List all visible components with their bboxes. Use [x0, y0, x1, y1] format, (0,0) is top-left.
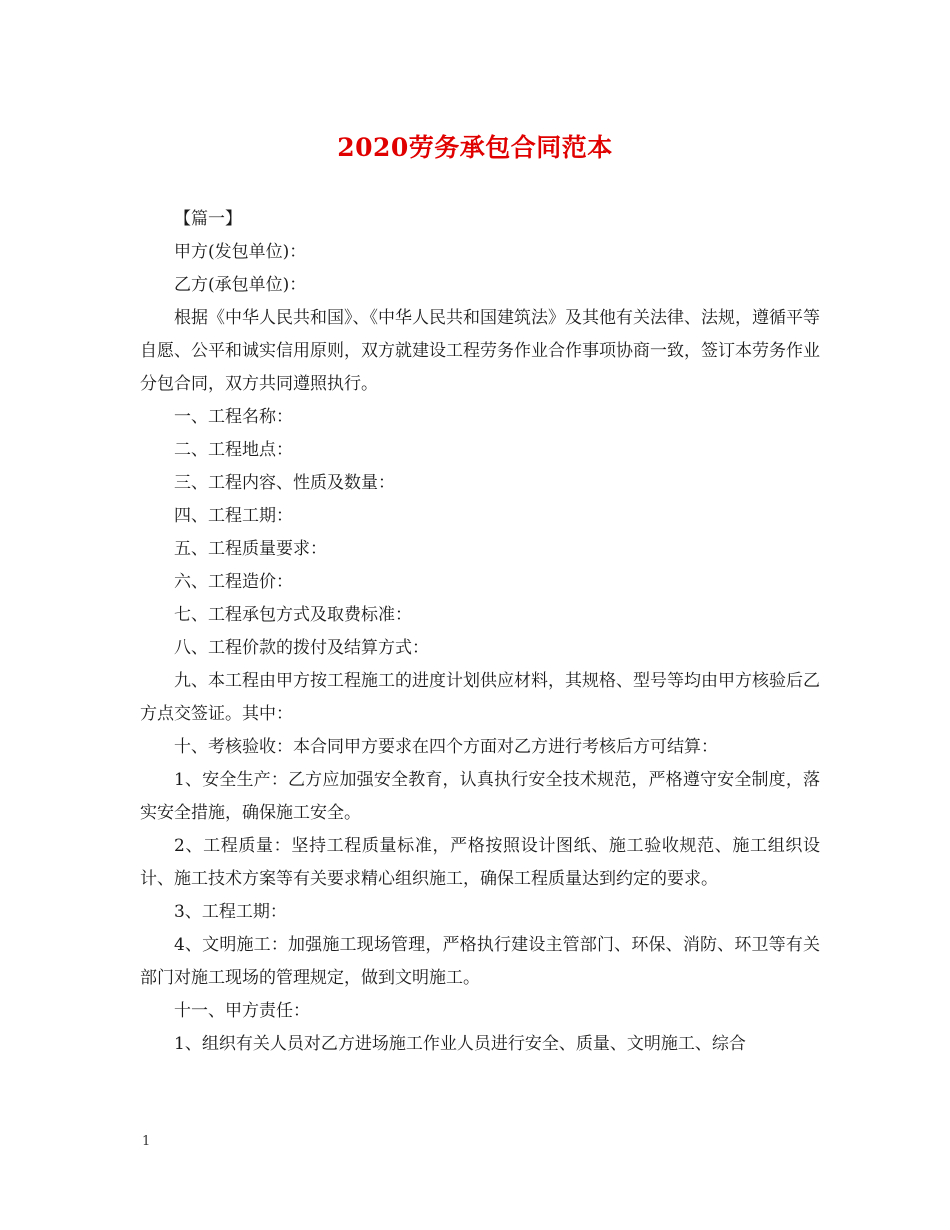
paragraph-acceptance: 十、考核验收：本合同甲方要求在四个方面对乙方进行考核后方可结算： — [174, 737, 718, 757]
paragraph-quality-requirement: 五、工程质量要求： — [174, 539, 327, 559]
document-body — [140, 203, 820, 1061]
paragraph-project-name: 一、工程名称： — [174, 407, 293, 427]
paragraph-project-cost: 六、工程造价： — [174, 572, 293, 592]
document-title: 2020劳务承包合同范本 — [337, 133, 613, 162]
page-number: 1 — [142, 1134, 151, 1149]
section-label: 【篇一】 — [174, 209, 242, 229]
paragraph-party-a-responsibility: 十一、甲方责任： — [174, 1001, 310, 1021]
paragraph-preamble: 根据《中华人民共和国》、《中华人民共和国建筑法》及其他有关法律、法规，遵循平等自愿、公平和诚实信用原则，双方就建设工程劳务作业合作事项协商一致，签订本劳务作业分包合同，双方共同遵照执行。 — [140, 308, 820, 394]
paragraph-project-location: 二、工程地点： — [174, 440, 293, 460]
paragraph-project-period: 四、工程工期： — [174, 506, 293, 526]
paragraph-quality: 2、工程质量：坚持工程质量标准，严格按照设计图纸、施工验收规范、施工组织设计、施工技术方案等有关要求精心组织施工，确保工程质量达到约定的要求。 — [140, 836, 820, 889]
paragraph-safety: 1、安全生产：乙方应加强安全教育，认真执行安全技术规范，严格遵守安全制度，落实安全措施，确保施工安全。 — [140, 770, 820, 823]
paragraph-party-a: 甲方(发包单位)： — [174, 242, 307, 262]
paragraph-contract-method: 七、工程承包方式及取费标准： — [174, 605, 412, 625]
paragraph-schedule: 3、工程工期： — [174, 902, 287, 922]
paragraph-payment-method: 八、工程价款的拨付及结算方式： — [174, 638, 429, 658]
paragraph-project-content: 三、工程内容、性质及数量： — [174, 473, 395, 493]
paragraph-civilized-construction: 4、文明施工：加强施工现场管理，严格执行建设主管部门、环保、消防、环卫等有关部门对施工现场的管理规定，做到文明施工。 — [140, 935, 820, 988]
paragraph-materials: 九、本工程由甲方按工程施工的进度计划供应材料，其规格、型号等均由甲方核验后乙方点交签证。其中： — [140, 671, 820, 724]
paragraph-responsibility-1: 1、组织有关人员对乙方进场施工作业人员进行安全、质量、文明施工、综合 — [174, 1034, 746, 1054]
paragraph-party-b: 乙方(承包单位)： — [174, 275, 307, 295]
